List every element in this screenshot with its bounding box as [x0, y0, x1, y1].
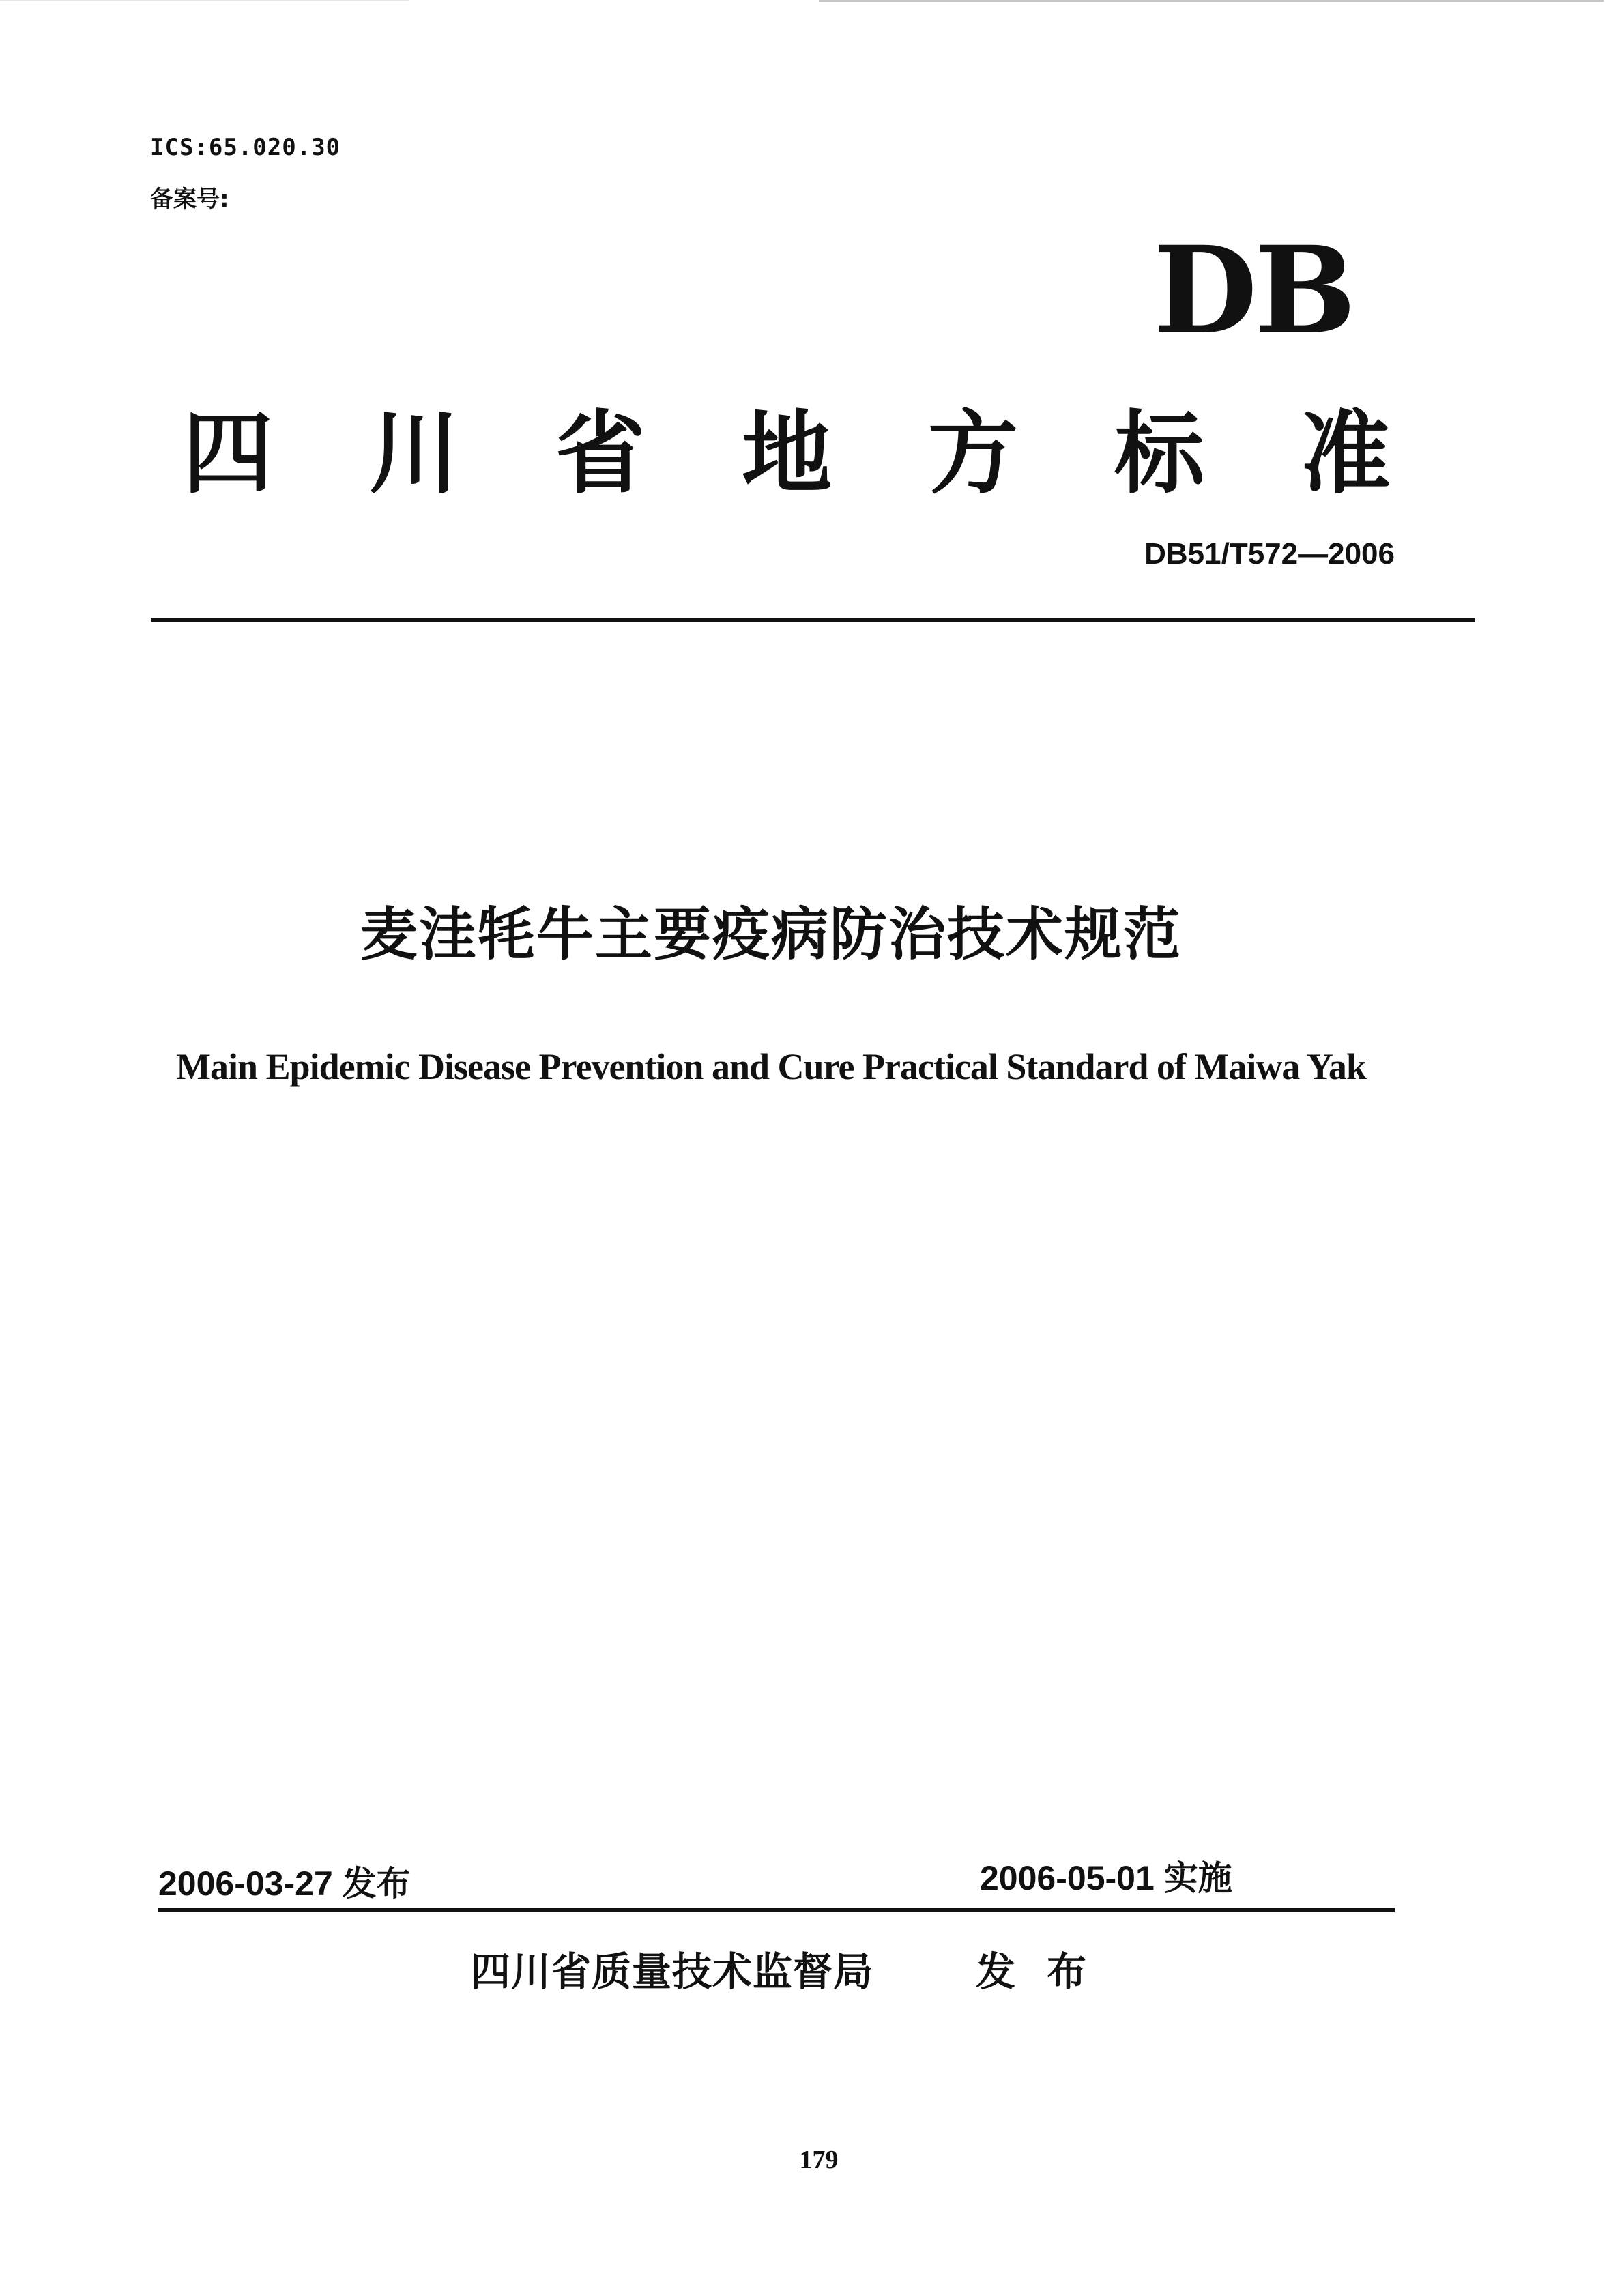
standard-title-char: 标 — [1114, 401, 1204, 506]
scan-edge-line — [819, 0, 1604, 2]
implementation-date: 2006-05-01 实施 — [980, 1859, 1232, 1897]
chinese-document-title: 麦洼牦牛主要疫病防治技术规范 — [360, 901, 1182, 968]
page-number: 179 — [799, 2146, 839, 2174]
ics-code: ICS:65.020.30 — [150, 134, 341, 161]
db-standard-mark: DB — [1153, 220, 1354, 361]
standard-category-title — [183, 403, 1391, 505]
release-date: 2006-03-27 发布 — [158, 1864, 411, 1903]
standard-title-char: 准 — [1301, 401, 1391, 506]
scan-edge-line-left — [0, 0, 409, 1]
standard-number: DB51/T572—2006 — [1144, 537, 1395, 571]
english-document-title: Main Epidemic Disease Prevention and Cure Practical Standard of Maiwa Yak — [176, 1046, 1366, 1087]
issuing-action: 发布 — [976, 1948, 1118, 1995]
filing-number-label: 备案号: — [150, 186, 229, 213]
footer-divider — [158, 1908, 1395, 1912]
standard-title-char: 省 — [555, 401, 646, 506]
standard-title-char: 地 — [742, 401, 832, 506]
header-divider — [151, 618, 1475, 622]
standard-title-char: 方 — [928, 401, 1018, 506]
issuing-authority: 四川省质量技术监督局 — [471, 1948, 874, 1995]
standard-title-char: 四 — [183, 401, 273, 506]
standard-title-char: 川 — [369, 401, 459, 506]
